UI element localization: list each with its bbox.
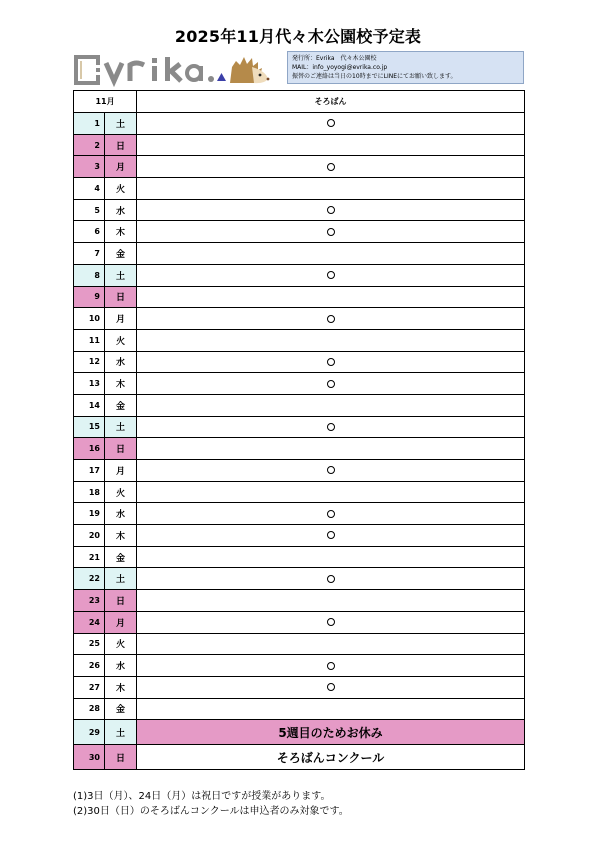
day-cell: 2: [74, 134, 105, 156]
day-cell: 18: [74, 481, 105, 503]
day-cell: 1: [74, 113, 105, 135]
weekday-cell: 金: [105, 546, 137, 568]
day-cell: 7: [74, 243, 105, 265]
table-row: [74, 525, 525, 547]
soroban-cell: [137, 286, 525, 308]
circle-mark: [327, 662, 335, 670]
circle-mark: [327, 228, 335, 236]
weekday-cell: 日: [105, 745, 137, 770]
soroban-cell: [137, 590, 525, 612]
day-cell: 26: [74, 655, 105, 677]
table-row: [74, 134, 525, 156]
soroban-cell: [137, 438, 525, 460]
day-cell: 4: [74, 178, 105, 200]
weekday-cell: 水: [105, 655, 137, 677]
table-row: [74, 264, 525, 286]
schedule-table: [73, 90, 525, 770]
table-row: [74, 373, 525, 395]
soroban-cell: [137, 481, 525, 503]
circle-mark: [327, 358, 335, 366]
soroban-cell: [137, 503, 525, 525]
weekday-cell: 木: [105, 373, 137, 395]
weekday-cell: 水: [105, 199, 137, 221]
circle-mark: [327, 423, 335, 431]
table-row: [74, 590, 525, 612]
day-cell: 3: [74, 156, 105, 178]
soroban-cell: [137, 394, 525, 416]
weekday-cell: 日: [105, 286, 137, 308]
weekday-cell: 日: [105, 590, 137, 612]
note-line: (1)3日（月）、24日（月）は祝日ですが授業があります。: [73, 791, 331, 802]
table-row: [74, 113, 525, 135]
soroban-cell: [137, 329, 525, 351]
day-cell: 29: [74, 720, 105, 745]
soroban-cell: [137, 546, 525, 568]
weekday-cell: 土: [105, 720, 137, 745]
soroban-cell: [137, 178, 525, 200]
circle-mark: [327, 575, 335, 583]
table-row: [74, 546, 525, 568]
soroban-cell: [137, 264, 525, 286]
day-cell: 15: [74, 416, 105, 438]
weekday-cell: 水: [105, 351, 137, 373]
day-cell: 27: [74, 676, 105, 698]
day-cell: 19: [74, 503, 105, 525]
table-row: [74, 720, 525, 745]
table-row: [74, 351, 525, 373]
weekday-cell: 水: [105, 503, 137, 525]
soroban-cell: [137, 221, 525, 243]
day-cell: 23: [74, 590, 105, 612]
info-box: [287, 51, 524, 84]
weekday-cell: 金: [105, 394, 137, 416]
weekday-cell: 土: [105, 113, 137, 135]
day-cell: 9: [74, 286, 105, 308]
day-cell: 16: [74, 438, 105, 460]
table-row: [74, 481, 525, 503]
note-line: (2)30日（日）のそろばんコンクールは申込者のみ対象です。: [73, 806, 349, 817]
circle-mark: [327, 119, 335, 127]
soroban-cell: [137, 676, 525, 698]
table-row: [74, 199, 525, 221]
day-cell: 14: [74, 394, 105, 416]
soroban-cell: [137, 460, 525, 482]
weekday-cell: 日: [105, 134, 137, 156]
table-row: [74, 655, 525, 677]
day-cell: 30: [74, 745, 105, 770]
soroban-cell: [137, 199, 525, 221]
soroban-cell: [137, 243, 525, 265]
circle-mark: [327, 315, 335, 323]
table-row: [74, 438, 525, 460]
weekday-cell: 火: [105, 633, 137, 655]
soroban-cell: [137, 113, 525, 135]
weekday-cell: 土: [105, 264, 137, 286]
table-row: [74, 221, 525, 243]
day-cell: 24: [74, 611, 105, 633]
weekday-cell: 火: [105, 178, 137, 200]
soroban-cell: [137, 308, 525, 330]
day-cell: 11: [74, 329, 105, 351]
weekday-cell: 木: [105, 221, 137, 243]
weekday-cell: 月: [105, 308, 137, 330]
table-row: [74, 633, 525, 655]
soroban-cell: [137, 373, 525, 395]
table-row: [74, 745, 525, 770]
soroban-cell: [137, 698, 525, 720]
circle-mark: [327, 466, 335, 474]
soroban-cell: 5週目のためお休み: [137, 720, 525, 745]
day-cell: 28: [74, 698, 105, 720]
evrika-logo: [74, 53, 282, 87]
soroban-cell: [137, 351, 525, 373]
table-row: [74, 611, 525, 633]
day-cell: 5: [74, 199, 105, 221]
soroban-cell: [137, 655, 525, 677]
day-cell: 6: [74, 221, 105, 243]
table-row: [74, 568, 525, 590]
circle-mark: [327, 163, 335, 171]
soroban-cell: [137, 568, 525, 590]
day-cell: 17: [74, 460, 105, 482]
soroban-cell: [137, 525, 525, 547]
page-title: 2025年11月代々木公園校予定表: [174, 27, 422, 46]
soroban-cell: [137, 416, 525, 438]
circle-mark: [327, 380, 335, 388]
circle-mark: [327, 206, 335, 214]
day-cell: 20: [74, 525, 105, 547]
day-cell: 12: [74, 351, 105, 373]
soroban-cell: [137, 156, 525, 178]
weekday-cell: 金: [105, 698, 137, 720]
table-row: [74, 460, 525, 482]
day-cell: 10: [74, 308, 105, 330]
table-row: [74, 243, 525, 265]
weekday-cell: 月: [105, 460, 137, 482]
weekday-cell: 火: [105, 329, 137, 351]
table-row: [74, 698, 525, 720]
circle-mark: [327, 510, 335, 518]
circle-mark: [327, 531, 335, 539]
header-row: [74, 91, 525, 113]
weekday-cell: 土: [105, 568, 137, 590]
day-cell: 21: [74, 546, 105, 568]
soroban-cell: [137, 633, 525, 655]
table-row: [74, 286, 525, 308]
soroban-cell: [137, 611, 525, 633]
table-row: [74, 503, 525, 525]
weekday-cell: 日: [105, 438, 137, 460]
publisher-line: 発行所：Evrika 代々木公園校: [292, 55, 377, 62]
weekday-cell: 月: [105, 611, 137, 633]
notes: [73, 789, 349, 819]
day-cell: 8: [74, 264, 105, 286]
mail-line: MAIL：info_yoyogi@evrika.co.jp: [292, 64, 388, 71]
transfer-notice-line: 振替のご連絡は当日の10時までにLINEにてお願い致します。: [292, 73, 457, 80]
weekday-cell: 土: [105, 416, 137, 438]
day-cell: 13: [74, 373, 105, 395]
table-row: [74, 416, 525, 438]
weekday-cell: 木: [105, 525, 137, 547]
table-row: [74, 329, 525, 351]
weekday-cell: 木: [105, 676, 137, 698]
weekday-cell: 金: [105, 243, 137, 265]
course-header: そろばん: [137, 91, 525, 113]
circle-mark: [327, 683, 335, 691]
soroban-cell: そろばんコンクール: [137, 745, 525, 770]
month-header: 11月: [74, 91, 137, 113]
day-cell: 25: [74, 633, 105, 655]
weekday-cell: 火: [105, 481, 137, 503]
day-cell: 22: [74, 568, 105, 590]
circle-mark: [327, 271, 335, 279]
soroban-cell: [137, 134, 525, 156]
table-row: [74, 394, 525, 416]
table-row: [74, 676, 525, 698]
table-row: [74, 178, 525, 200]
logo-graphic: [74, 53, 282, 87]
weekday-cell: 月: [105, 156, 137, 178]
table-row: [74, 308, 525, 330]
circle-mark: [327, 618, 335, 626]
table-row: [74, 156, 525, 178]
